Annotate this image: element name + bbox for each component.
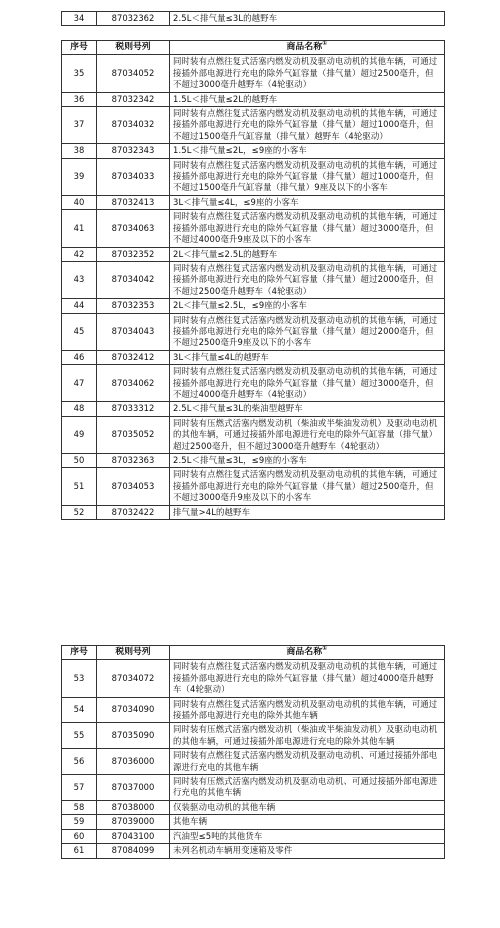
row-seq: 61	[62, 844, 97, 858]
table-row	[62, 107, 445, 144]
row-code: 87032362	[97, 12, 170, 26]
row-code: 87038000	[97, 800, 170, 814]
table-row	[62, 815, 445, 829]
table-row	[62, 350, 445, 364]
row-name: 同时装有点燃往复式活塞内燃发动机及驱动电动机、可通过接插外部电源进行充电的其他车辆	[170, 749, 445, 775]
table-row	[62, 844, 445, 858]
footnote-marker: ①	[322, 40, 328, 48]
table-row	[62, 195, 445, 209]
table-header-row	[62, 646, 445, 660]
row-seq: 37	[62, 107, 97, 144]
row-code: 87034072	[97, 660, 170, 697]
row-name: 同时装有压燃式活塞内燃发动机（柴油或半柴油发动机）及驱动电动机的其他车辆，可通过接插外部电源进行充电的除外气缸容量（排气量）超过2500毫升，但不超过3000毫升越野车（4轮驱动）	[170, 416, 445, 453]
row-code: 87034033	[97, 158, 170, 195]
row-code: 87035052	[97, 416, 170, 453]
row-seq: 50	[62, 454, 97, 468]
row-name: 汽油型≤5吨的其他货车	[170, 829, 445, 843]
row-code: 87032422	[97, 505, 170, 519]
row-code: 87034042	[97, 261, 170, 298]
row-seq: 36	[62, 92, 97, 106]
table-row	[62, 313, 445, 350]
row-seq: 47	[62, 365, 97, 402]
row-code: 87034052	[97, 55, 170, 92]
table-row	[62, 261, 445, 298]
table-header-row	[62, 41, 445, 55]
table-row	[62, 468, 445, 505]
row-seq: 51	[62, 468, 97, 505]
row-name: 同时装有压燃式活塞内燃发动机（柴油或半柴油发动机）及驱动电动机的其他车辆，可通过接插外部电源进行充电的除外其他车辆	[170, 723, 445, 749]
table-row	[62, 144, 445, 158]
row-code: 87032352	[97, 247, 170, 261]
row-code: 87032412	[97, 350, 170, 364]
row-code: 87034053	[97, 468, 170, 505]
row-seq: 57	[62, 775, 97, 801]
header-name: 商品名称①	[170, 646, 445, 660]
table-row	[62, 365, 445, 402]
row-seq: 60	[62, 829, 97, 843]
table-row	[62, 697, 445, 723]
row-name: 同时装有压燃式活塞内燃发动机及驱动电动机、可通过接插外部电源进行充电的其他车辆	[170, 775, 445, 801]
row-code: 87034063	[97, 210, 170, 247]
row-name: 3L＜排气量≤4L的越野车	[170, 350, 445, 364]
row-name: 同时装有点燃往复式活塞内燃发动机及驱动电动机的其他车辆，可通过接插外部电源进行充电的除外气缸容量（排气量）超过2000毫升，但不超过2500毫升9座及以下的小客车	[170, 313, 445, 350]
row-code: 87033312	[97, 402, 170, 416]
header-seq: 序号	[62, 646, 97, 660]
row-code: 87084099	[97, 844, 170, 858]
table-row	[62, 92, 445, 106]
table-row	[62, 247, 445, 261]
row-seq: 52	[62, 505, 97, 519]
row-seq: 49	[62, 416, 97, 453]
table-row	[62, 12, 445, 26]
table-row	[62, 505, 445, 519]
table-row	[62, 402, 445, 416]
row-seq: 55	[62, 723, 97, 749]
row-code: 87035090	[97, 723, 170, 749]
row-code: 87037000	[97, 775, 170, 801]
table-row	[62, 723, 445, 749]
row-seq: 41	[62, 210, 97, 247]
row-seq: 38	[62, 144, 97, 158]
row-seq: 56	[62, 749, 97, 775]
table-row	[62, 210, 445, 247]
row-name: 1.5L＜排气量≤2L，≤9座的小客车	[170, 144, 445, 158]
row-code: 87034032	[97, 107, 170, 144]
row-code: 87032343	[97, 144, 170, 158]
table-row	[62, 416, 445, 453]
table-row	[62, 158, 445, 195]
row-name: 同时装有点燃往复式活塞内燃发动机及驱动电动机的其他车辆，可通过接插外部电源进行充电的除外气缸容量（排气量）超过2500毫升，但不超过3000毫升9座及以下的小客车	[170, 468, 445, 505]
row-name: 其他车辆	[170, 815, 445, 829]
row-name: 同时装有点燃往复式活塞内燃发动机及驱动电动机的其他车辆，可通过接插外部电源进行充电的除外气缸容量（排气量）超过2500毫升，但不超过3000毫升越野车（4轮驱动）	[170, 55, 445, 92]
row-seq: 48	[62, 402, 97, 416]
row-name: 排气量>4L的越野车	[170, 505, 445, 519]
row-name: 同时装有点燃往复式活塞内燃发动机及驱动电动机的其他车辆，可通过接插外部电源进行充电的除外气缸容量（排气量）超过2000毫升，但不超过2500毫升越野车（4轮驱动）	[170, 261, 445, 298]
row-seq: 42	[62, 247, 97, 261]
header-code: 税则号列	[97, 646, 170, 660]
table-row	[62, 660, 445, 697]
row-seq: 54	[62, 697, 97, 723]
row-name: 仅装驱动电动机的其他车辆	[170, 800, 445, 814]
row-seq: 59	[62, 815, 97, 829]
table-row	[62, 454, 445, 468]
header-seq: 序号	[62, 41, 97, 55]
footnote-marker: ①	[322, 645, 328, 653]
table-part-3	[61, 645, 445, 859]
header-name: 商品名称①	[170, 41, 445, 55]
row-name: 2.5L＜排气量≤3L，≤9座的小客车	[170, 454, 445, 468]
row-code: 87032413	[97, 195, 170, 209]
row-name: 2L＜排气量≤2.5L的越野车	[170, 247, 445, 261]
row-seq: 35	[62, 55, 97, 92]
row-seq: 53	[62, 660, 97, 697]
row-code: 87039000	[97, 815, 170, 829]
table-row	[62, 775, 445, 801]
row-seq: 44	[62, 299, 97, 313]
row-seq: 45	[62, 313, 97, 350]
row-name: 同时装有点燃往复式活塞内燃发动机及驱动电动机的其他车辆，可通过接插外部电源进行充电的除外气缸容量（排气量）超过3000毫升，但不超过4000毫升越野车（4轮驱动）	[170, 365, 445, 402]
row-code: 87032363	[97, 454, 170, 468]
row-code: 87036000	[97, 749, 170, 775]
row-name: 同时装有点燃往复式活塞内燃发动机及驱动电动机的其他车辆，可通过接插外部电源进行充电的除外气缸容量（排气量）超过1000毫升，但不超过1500毫升气缸容量（排气量）越野车（4轮驱动）	[170, 107, 445, 144]
table-part-1	[61, 11, 445, 26]
row-seq: 34	[62, 12, 97, 26]
row-name: 未列名机动车辆用变速箱及零件	[170, 844, 445, 858]
row-code: 87034043	[97, 313, 170, 350]
row-name: 同时装有点燃往复式活塞内燃发动机及驱动电动机的其他车辆，可通过接插外部电源进行充电的除外气缸容量（排气量）超过1000毫升，但不超过1500毫升气缸容量（排气量）9座及以下的小客车	[170, 158, 445, 195]
row-seq: 46	[62, 350, 97, 364]
row-seq: 43	[62, 261, 97, 298]
row-seq: 39	[62, 158, 97, 195]
table-row	[62, 749, 445, 775]
table-row	[62, 55, 445, 92]
row-code: 87032353	[97, 299, 170, 313]
row-name: 同时装有点燃往复式活塞内燃发动机及驱动电动机的其他车辆，可通过接插外部电源进行充电的除外其他车辆	[170, 697, 445, 723]
row-name: 1.5L＜排气量≤2L的越野车	[170, 92, 445, 106]
row-name: 2.5L＜排气量≤3L的越野车	[170, 12, 445, 26]
table-row	[62, 299, 445, 313]
header-code: 税则号列	[97, 41, 170, 55]
row-seq: 58	[62, 800, 97, 814]
row-name: 3L＜排气量≤4L，≤9座的小客车	[170, 195, 445, 209]
row-seq: 40	[62, 195, 97, 209]
row-code: 87034090	[97, 697, 170, 723]
row-code: 87032342	[97, 92, 170, 106]
table-row	[62, 829, 445, 843]
row-name: 同时装有点燃往复式活塞内燃发动机及驱动电动机的其他车辆，可通过接插外部电源进行充电的除外气缸容量（排气量）超过3000毫升，但不超过4000毫升9座及以下的小客车	[170, 210, 445, 247]
row-name: 同时装有点燃往复式活塞内燃发动机及驱动电动机的其他车辆，可通过接插外部电源进行充电的除外气缸容量（排气量）超过4000毫升越野车（4轮驱动）	[170, 660, 445, 697]
row-name: 2L＜排气量≤2.5L，≤9座的小客车	[170, 299, 445, 313]
table-part-2	[61, 40, 445, 520]
table-row	[62, 800, 445, 814]
row-code: 87034062	[97, 365, 170, 402]
row-name: 2.5L＜排气量≤3L的柴油型越野车	[170, 402, 445, 416]
row-code: 87043100	[97, 829, 170, 843]
